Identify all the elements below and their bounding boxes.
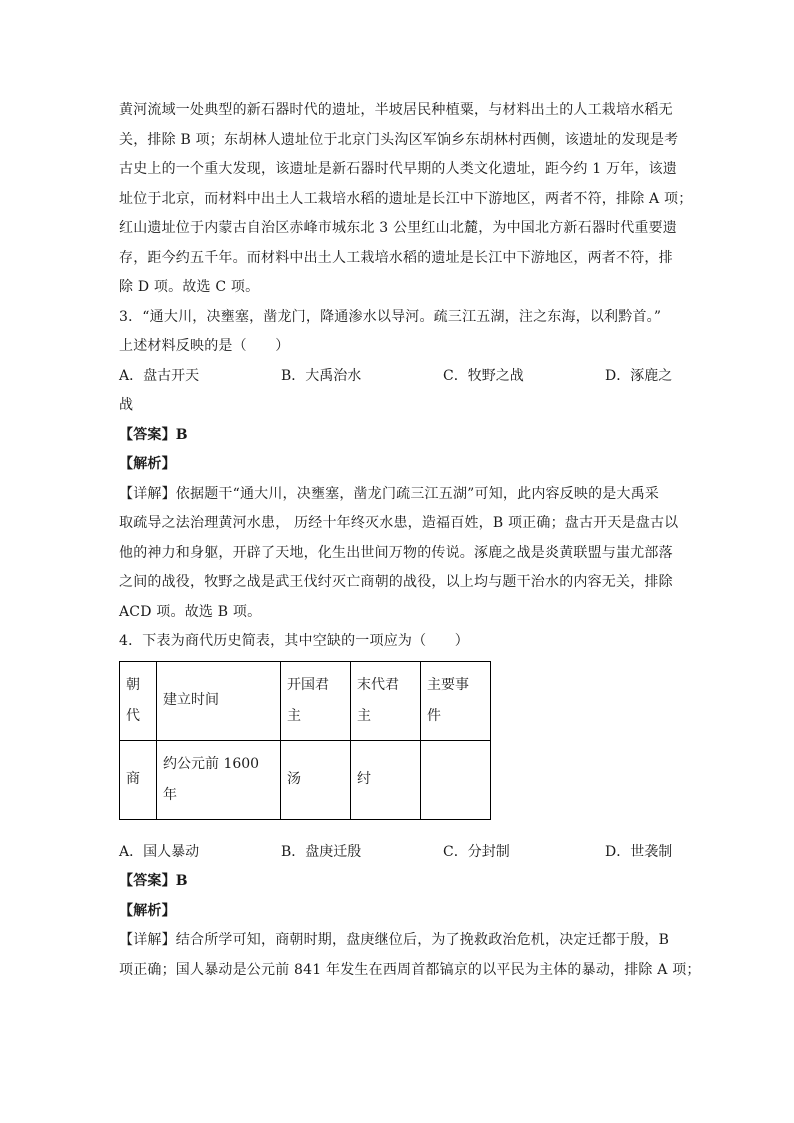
options-row (119, 838, 675, 868)
text-line: 址位于北京，而材料中出土人工栽培水稻的遗址是长江中下游地区，两者不符，排除 A 项； (119, 190, 693, 207)
text-line: 古史上的一个重大发现，该遗址是新石器时代早期的人类文化遗址，距今约 1 万年，该遗 (119, 161, 678, 177)
text-line: 除 D 项。故选 C 项。 (119, 279, 260, 295)
option-d: D．世袭制 (605, 843, 673, 860)
table-cell: 汤 (281, 740, 351, 819)
detail-line: 【详解】结合所学可知，商朝时期，盘庚继位后，为了挽救政治危机，决定迁都于殷，B (119, 932, 670, 948)
table-cell-empty (421, 740, 491, 819)
text-line: 红山遗址位于内蒙古自治区赤峰市城东北 3 公里红山北麓，为中国北方新石器时代重要遗 (119, 220, 678, 236)
detail-line: 【详解】依据题干“通大川，决壅塞，凿龙门疏三江五湖”可知，此内容反映的是大禹采 (119, 485, 660, 502)
table-cell: 主要事 件 (421, 661, 491, 740)
option-a: A．盘古开天 (119, 367, 200, 384)
question-stem: 4．下表为商代历史简表，其中空缺的一项应为（ ） (119, 633, 469, 649)
option-a: A．国人暴动 (119, 843, 200, 860)
table-cell: 朝 代 (120, 661, 157, 740)
detail-line: 项正确；国人暴动是公元前 841 年发生在西周首都镐京的以平民为主体的暴动，排除 A 项； (119, 961, 701, 978)
question-3 (119, 303, 679, 628)
text-line: 存，距今约五千年。而材料中出土人工栽培水稻的遗址是长江中下游地区，两者不符，排 (119, 249, 673, 266)
prev-explanation (119, 96, 693, 303)
table-cell: 末代君 主 (351, 661, 421, 740)
question-stem: 上述材料反映的是（ ） (119, 338, 290, 354)
option-c: C．分封制 (443, 843, 510, 860)
table-row (120, 740, 491, 819)
table-cell: 开国君 主 (281, 661, 351, 740)
detail-line: 之间的战役，牧野之战是武王伐纣灭亡商朝的战役，以上均与题干治水的内容无关，排除 (119, 574, 673, 590)
option-b: B．大禹治水 (281, 367, 362, 384)
page-content (119, 96, 701, 985)
table-header-row (120, 661, 491, 740)
answer-label: 【答案】B (119, 426, 188, 443)
table-cell: 约公元前 1600 年 (157, 740, 281, 819)
text-line: 黄河流域一处典型的新石器时代的遗址，半坡居民种植粟，与材料出土的人工栽培水稻无 (119, 102, 673, 118)
table-cell: 建立时间 (157, 661, 281, 740)
table-cell: 纣 (351, 740, 421, 819)
option-d: D．涿鹿之 (605, 367, 673, 384)
options-row (119, 362, 675, 392)
table-cell: 商 (120, 740, 157, 819)
analysis-label: 【解析】 (119, 456, 176, 472)
detail-line: ACD 项。故选 B 项。 (119, 603, 262, 620)
option-c: C．牧野之战 (443, 367, 524, 384)
detail-line: 他的神力和身躯，开辟了天地，化生出世间万物的传说。涿鹿之战是炎黄联盟与蚩尤部落 (119, 544, 673, 561)
history-table (119, 661, 491, 820)
question-4 (119, 627, 701, 985)
option-b: B．盘庚迁殷 (281, 843, 362, 860)
question-stem: 3．“通大川，决壅塞，凿龙门，降通渗水以导河。疏三江五湖，注之东海，以利黔首。” (119, 308, 662, 325)
option-wrap: 战 (119, 397, 134, 413)
answer-label: 【答案】B (119, 873, 188, 889)
analysis-label: 【解析】 (119, 902, 176, 919)
detail-line: 取疏导之法治理黄河水患， 历经十年终灭水患，造福百姓，B 项正确；盘古开天是盘古以 (119, 515, 679, 531)
text-line: 关，排除 B 项；东胡林人遗址位于北京门头沟区军饷乡东胡林村西侧，该遗址的发现是考 (119, 131, 679, 148)
